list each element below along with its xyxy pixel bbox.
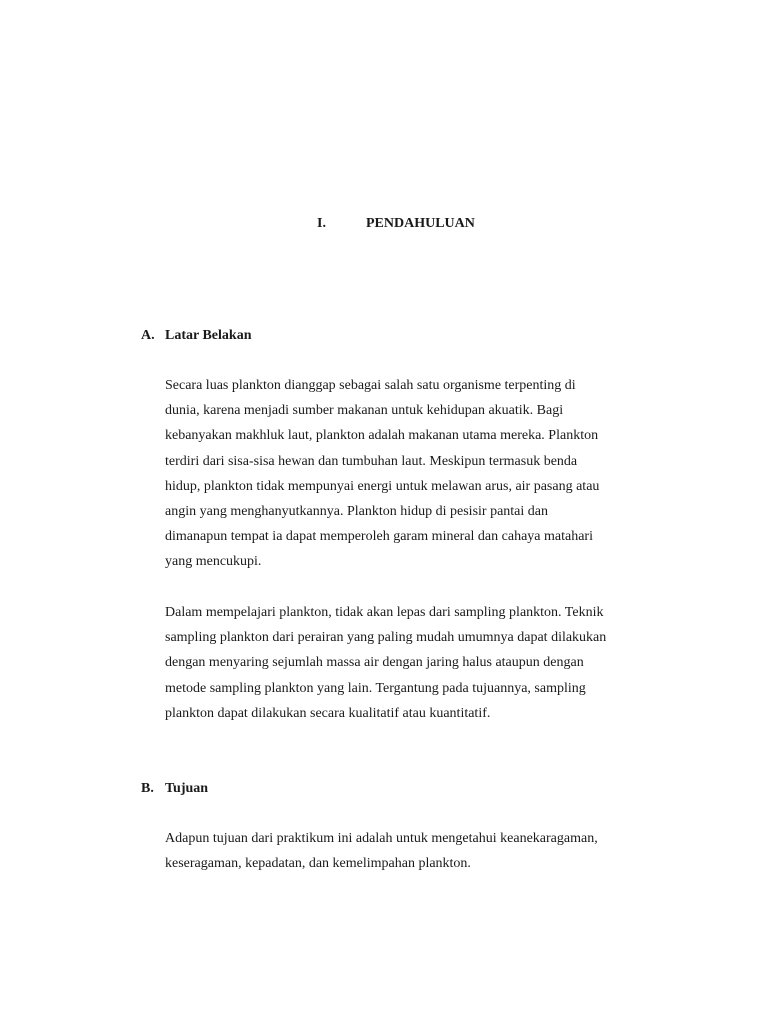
paragraph-line: metode sampling plankton yang lain. Tergantung pada tujuannya, sampling xyxy=(165,680,586,696)
section-title: Tujuan xyxy=(165,781,209,796)
paragraph-tujuan xyxy=(165,826,685,876)
paragraph-line: Dalam mempelajari plankton, tidak akan lepas dari sampling plankton. Teknik xyxy=(165,605,604,620)
chapter-number: I. xyxy=(317,216,326,231)
section-letter: B. xyxy=(141,781,154,796)
paragraph-line: kebanyakan makhluk laut, plankton adalah makanan utama mereka. Plankton xyxy=(165,428,599,444)
section-heading-latar-belakang xyxy=(141,326,251,346)
section-title: Latar Belakan xyxy=(165,328,252,343)
paragraph-line: dunia, karena menjadi sumber makanan untuk kehidupan akuatik. Bagi xyxy=(165,403,564,419)
paragraph-line: dengan menyaring sejumlah massa air dengan jaring halus ataupun dengan xyxy=(165,655,584,671)
paragraph-latar-belakang-2 xyxy=(165,600,685,726)
paragraph-line: hidup, plankton tidak mempunyai energi untuk melawan arus, air pasang atau xyxy=(165,478,600,494)
section-heading-tujuan xyxy=(141,779,208,799)
section-letter: A. xyxy=(141,328,155,343)
paragraph-line: dimanapun tempat ia dapat memperoleh garam mineral dan cahaya matahari xyxy=(165,529,593,545)
paragraph-line: angin yang menghanyutkannya. Plankton hidup di pesisir pantai dan xyxy=(165,504,548,520)
paragraph-latar-belakang-1 xyxy=(165,373,685,575)
paragraph-line: plankton dapat dilakukan secara kualitatif atau kuantitatif. xyxy=(165,705,491,721)
paragraph-line: sampling plankton dari perairan yang paling mudah umumnya dapat dilakukan xyxy=(165,630,607,646)
paragraph-line: terdiri dari sisa-sisa hewan dan tumbuhan laut. Meskipun termasuk benda xyxy=(165,453,578,469)
paragraph-line: yang mencukupi. xyxy=(165,554,262,570)
paragraph-line: Secara luas plankton dianggap sebagai salah satu organisme terpenting di xyxy=(165,378,576,393)
paragraph-line: Adapun tujuan dari praktikum ini adalah untuk mengetahui keanekaragaman, xyxy=(165,831,598,846)
chapter-heading: PENDAHULUAN xyxy=(366,216,475,231)
paragraph-line: keseragaman, kepadatan, dan kemelimpahan plankton. xyxy=(165,856,471,872)
